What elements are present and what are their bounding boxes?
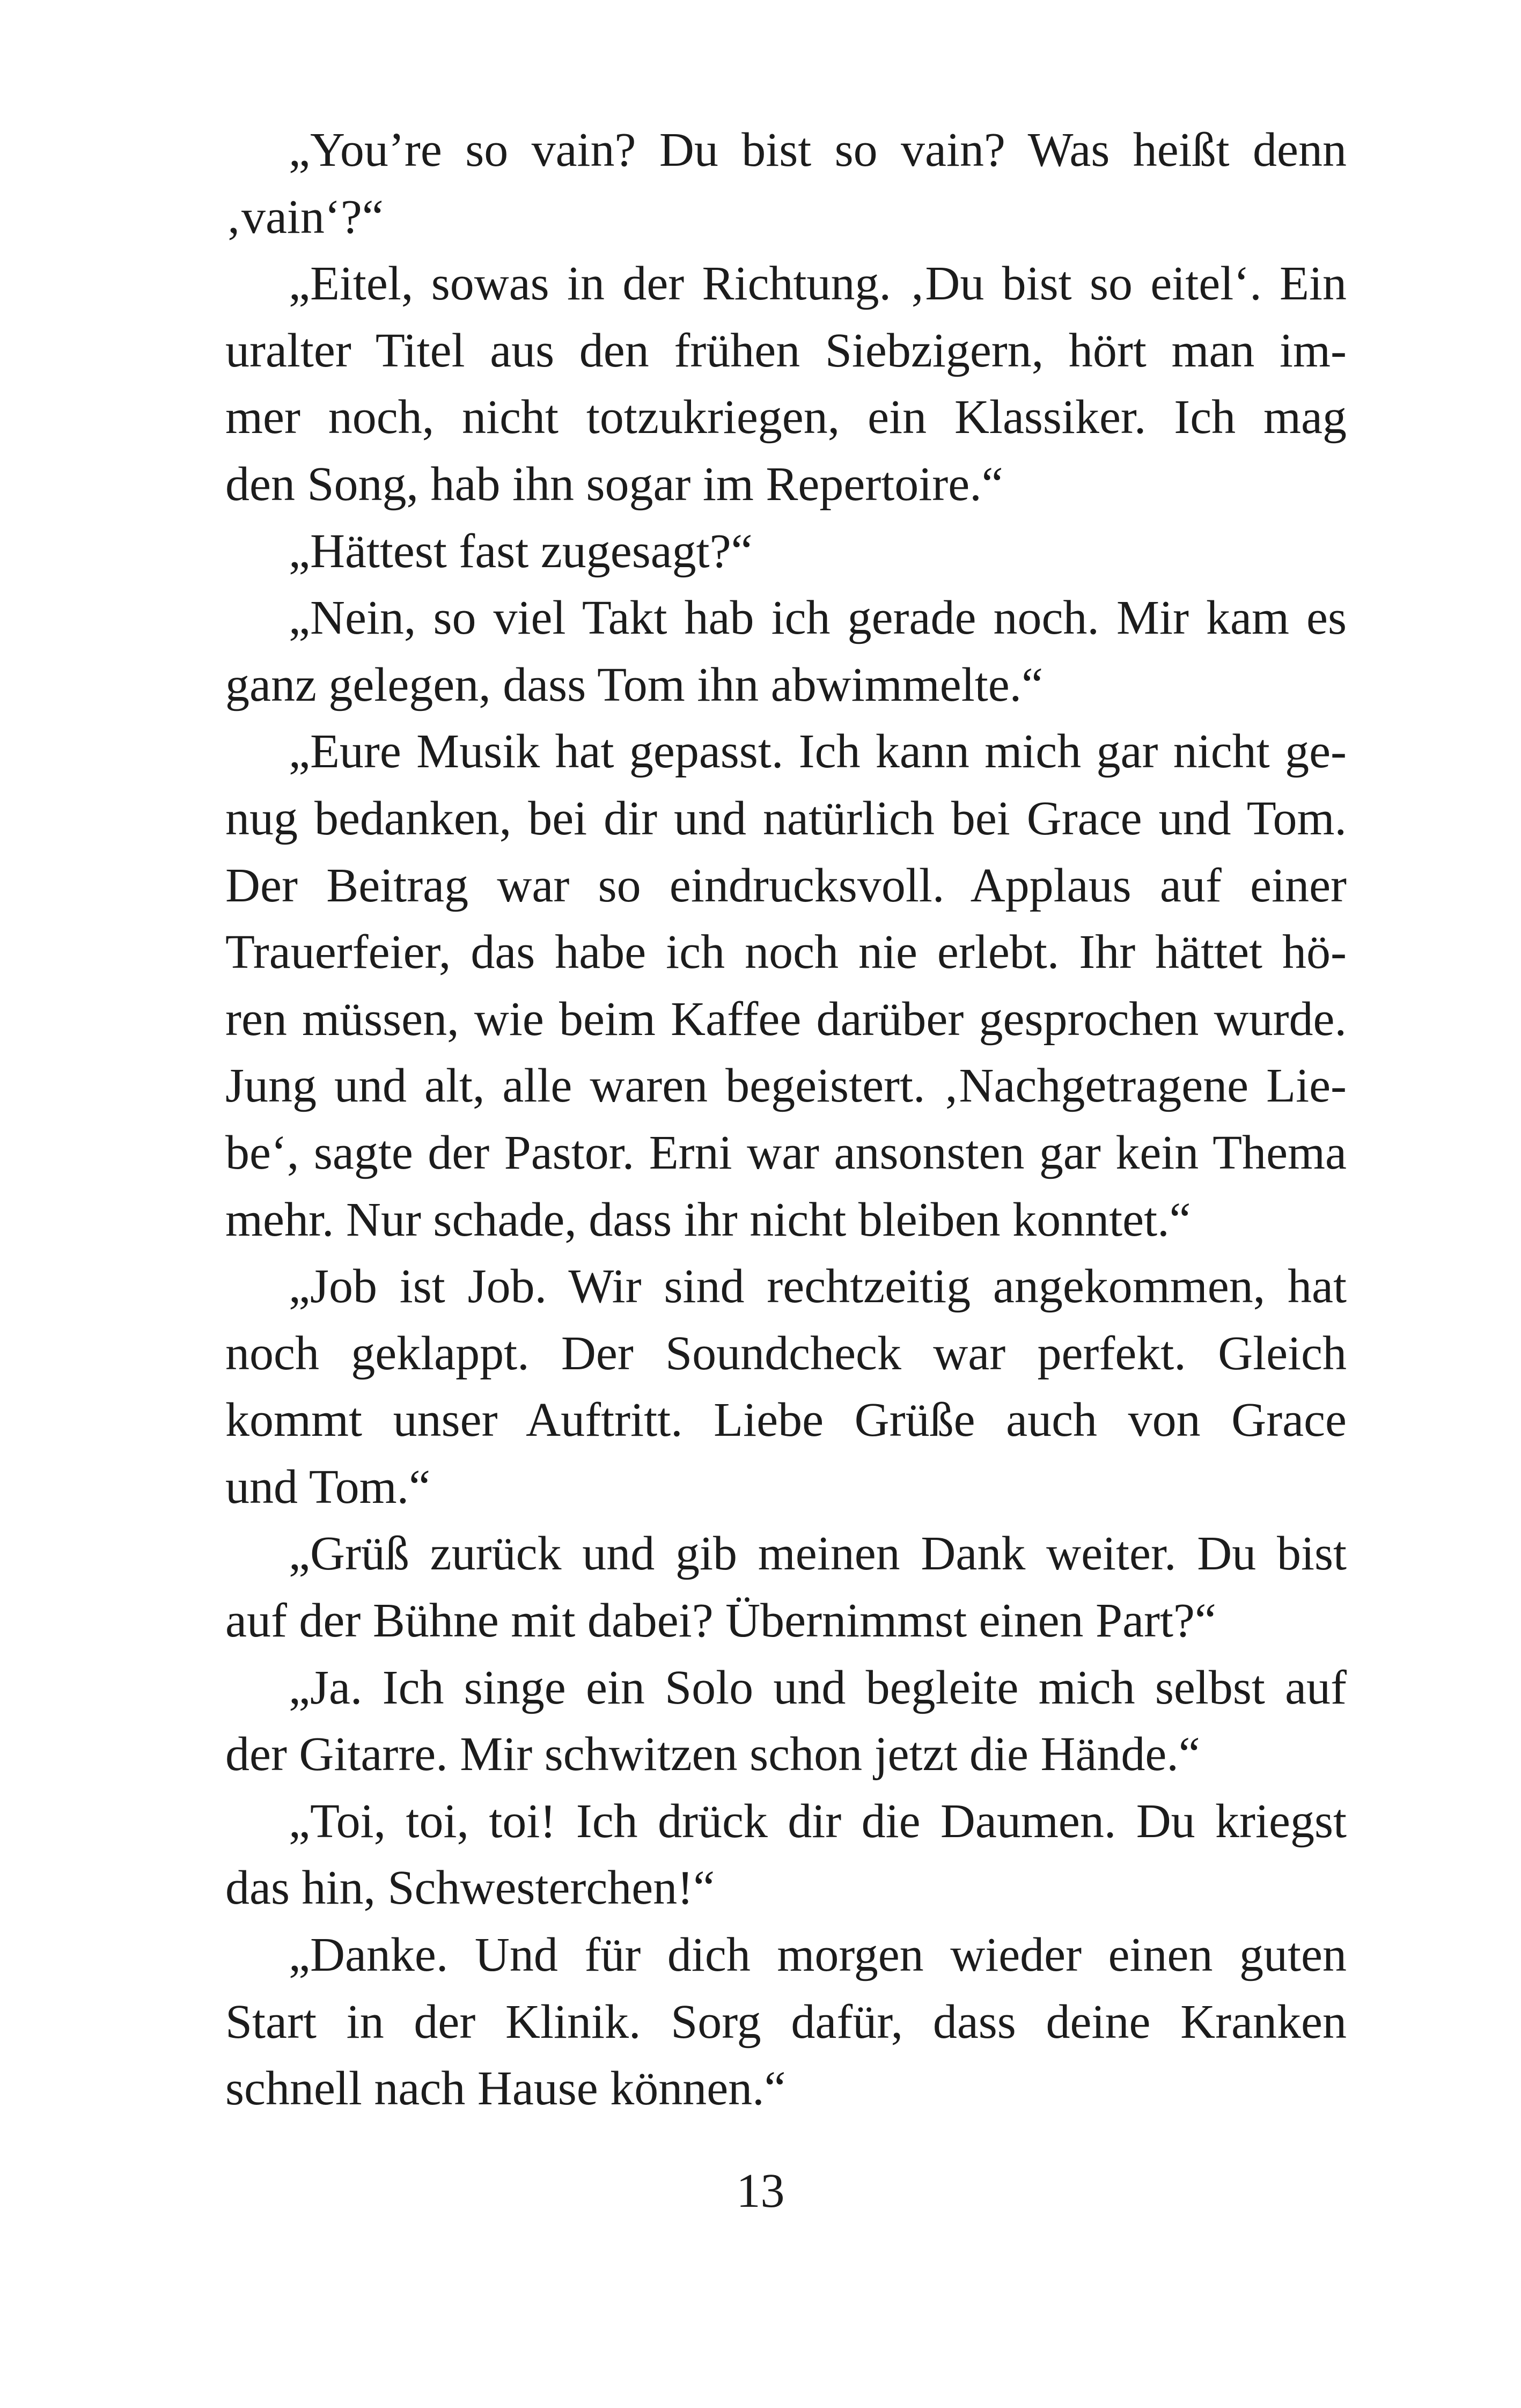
text-line: „Toi, toi, toi! Ich drück dir die Daumen. Du kriegst bbox=[289, 1794, 1347, 1848]
text-line: „Danke. Und für dich morgen wieder einen guten bbox=[289, 1928, 1347, 1982]
text-line: auf der Bühne mit dabei? Übernimmst einen Part?“ bbox=[225, 1594, 1216, 1648]
text-line: kommt unser Auftritt. Liebe Grüße auch von Grace bbox=[225, 1393, 1347, 1447]
text-line: Jung und alt, alle waren begeistert. ‚Nachgetragene Lie- bbox=[225, 1059, 1347, 1113]
text-line: „Eitel, sowas in der Richtung. ‚Du bist so eitel‘. Ein bbox=[289, 257, 1347, 311]
text-line: nug bedanken, bei dir und natürlich bei Grace und Tom. bbox=[225, 791, 1347, 845]
text-line: „Eure Musik hat gepasst. Ich kann mich gar nicht ge- bbox=[289, 725, 1347, 779]
page-number: 13 bbox=[736, 2164, 785, 2218]
text-line: mehr. Nur schade, dass ihr nicht bleiben konntet.“ bbox=[225, 1193, 1191, 1246]
text-line: ren müssen, wie beim Kaffee darüber gesprochen wurde. bbox=[225, 992, 1347, 1046]
text-line: schnell nach Hause können.“ bbox=[225, 2062, 786, 2116]
text-line: ganz gelegen, dass Tom ihn abwimmelte.“ bbox=[225, 658, 1044, 711]
text-line: Start in der Klinik. Sorg dafür, dass deine Kranken bbox=[225, 1995, 1347, 2049]
text-line: den Song, hab ihn sogar im Repertoire.“ bbox=[225, 457, 1003, 511]
text-line: be‘, sagte der Pastor. Erni war ansonsten gar kein Thema bbox=[225, 1126, 1347, 1179]
text-line: ‚vain‘?“ bbox=[225, 190, 384, 244]
text-line: mer noch, nicht totzukriegen, ein Klassiker. Ich mag bbox=[225, 391, 1347, 444]
text-line: „Ja. Ich singe ein Solo und begleite mich selbst auf bbox=[289, 1661, 1347, 1714]
text-line: „Job ist Job. Wir sind rechtzeitig angekommen, hat bbox=[289, 1260, 1347, 1313]
text-line: „Hättest fast zugesagt?“ bbox=[289, 524, 753, 578]
text-line: das hin, Schwesterchen!“ bbox=[225, 1861, 715, 1915]
text-line: „Grüß zurück und gib meinen Dank weiter. Du bist bbox=[289, 1527, 1347, 1581]
text-line: „Nein, so viel Takt hab ich gerade noch. Mir kam es bbox=[289, 591, 1347, 645]
body-text bbox=[225, 117, 1347, 2123]
text-line: der Gitarre. Mir schwitzen schon jetzt die Hände.“ bbox=[225, 1728, 1200, 1781]
text-line: noch geklappt. Der Soundcheck war perfekt. Gleich bbox=[225, 1326, 1347, 1380]
text-line: Trauerfeier, das habe ich noch nie erlebt. Ihr hättet hö- bbox=[225, 926, 1347, 979]
text-line: Der Beitrag war so eindrucksvoll. Applaus auf einer bbox=[225, 858, 1347, 912]
text-line: und Tom.“ bbox=[225, 1460, 431, 1514]
text-line: uralter Titel aus den frühen Siebzigern, hört man im- bbox=[225, 324, 1347, 377]
text-line: „You’re so vain? Du bist so vain? Was heißt denn bbox=[289, 123, 1347, 177]
